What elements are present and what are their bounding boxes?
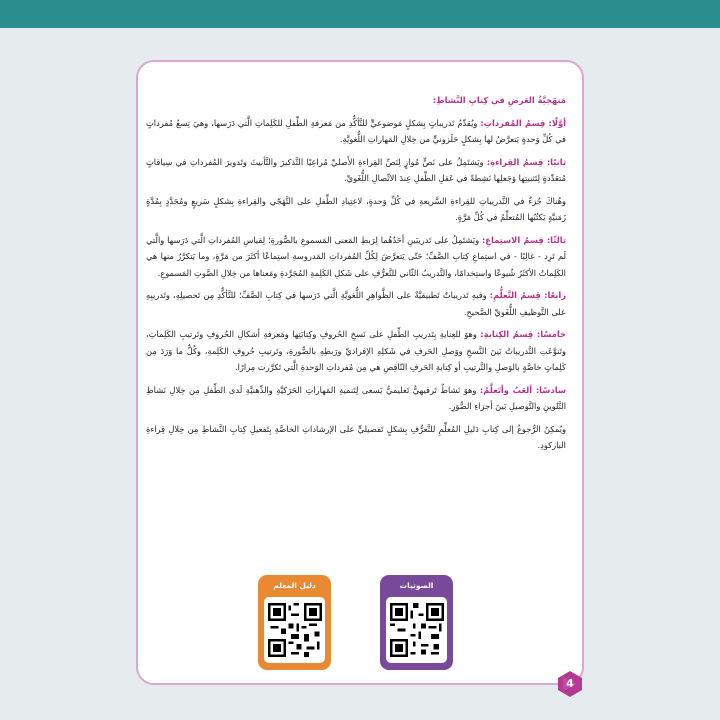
section-label: رابعًا: قِسمُ التَّعلُّمِ:	[489, 290, 566, 300]
section-label: ثالثًا: قِسمُ الاستِماعِ:	[481, 234, 567, 245]
section-reference-note	[146, 421, 566, 454]
section-text: وهوَ نَشاطٌ تَرفيهيٌّ تَعليميٌّ يَسعى لِتَنميةِ المَهاراتِ الحَرَكيَّةِ والذِّهنيَّةِ لَدى الطِّفلِ مِن خِلالِ نَشاطِ التَّلوينِ والتَّوصيلِ بَينَ أجزاءِ الصُّوَرِ.	[146, 384, 566, 411]
qr-code-icon[interactable]	[386, 597, 447, 663]
section-text: وهُناكَ جُزءٌ في التَّدريباتِ للقِراءةِ السَّريعةِ في كُلِّ وَحدةٍ، لاعتِيادِ الطِّفلِ على التَّهَجّي والقِراءةِ بِشكلٍ سَريعٍ ومُحَدَّدٍ بِمُدَّةٍ زَمَنيَّةٍ يَكتُبُها المُتعلِّمُ في كُلِّ مَرَّةٍ.	[146, 195, 566, 222]
section-heading: مَنهَجيَّةُ العَرضِ في كِتابِ النَّشاطِ:	[432, 95, 566, 105]
section-label: سادسًا: ألعَبُ وأتَعلَّمُ:	[479, 384, 566, 395]
section-text: ويُقدِّمُ تَدريباتٍ بِشكلٍ مَوضوعيٍّ للتَّأكُّدِ من مَعرفةِ الطِّفلِ للكَلِماتِ الَّتي دَرَسها، وهيَ تِسعُ مُفرداتٍ في كُلِّ وَحدةٍ يَتعرَّضُ لها بِشكلٍ حَلَزونيٍّ من خِلالِ المَهاراتِ اللُّغويَّةِ.	[146, 117, 566, 144]
page-number: 4	[566, 677, 574, 690]
teacher-guide-label: دليل المعلم	[273, 581, 316, 590]
phonics-qr-card[interactable]	[380, 575, 453, 670]
section-learning	[146, 287, 566, 320]
section-text: ويُمكِنُ الرُّجوعُ إلى كِتابِ دَليلِ المُعلِّمِ للتَّعرُّفِ بِشكلٍ تَفصيليٍّ على الإرشاداتِ الخاصَّةِ بِتَفعيلِ كِتابِ النَّشاطِ مِن خِلالِ قِراءةِ الباركودِ.	[146, 423, 566, 450]
section-label: ثانيًا: قِسمُ القِراءةِ:	[486, 156, 566, 167]
section-writing	[146, 326, 566, 376]
phonics-label: الصوتيات	[399, 581, 434, 590]
section-text: وهوَ للعِنايةِ بِتَدريبِ الطِّفلِ على نَسخِ الحُروفِ وكِتابَتِها ومَعرفةِ أشكالِ الحُروفِ وتَرتيبِ الكَلِماتِ، وتَنوَّعَتِ التَّدريباتُ بَينَ النَّسخِ ووَصلِ الحَرفِ في شَكلِهِ الإفراديِّ ورَبطِهِ بالصُّورةِ، وتَرتيبِ حُروفِ الكَلِمةِ، وكُلُّ ما وَرَدَ مِن كَلِماتٍ خاصَّةٍ بالوَصلِ والتَّرتيبِ أو كِتابةِ الحَرفِ النّاقِصِ هي مِن مُفرداتِ الوَحدةِ الَّتي تَكرَّرت مِرارًا.	[146, 329, 566, 372]
top-bar	[0, 0, 720, 28]
section-listening	[146, 232, 566, 282]
section-label: أوَّلًا: قِسمُ المُفرداتِ:	[480, 117, 567, 128]
section-text: ويَشتَمِلُ على تَدريبَينِ أحَدُهُما لِرَبطِ المَعنى المَسموعِ بالصُّورةِ؛ لِقياسِ المُفرداتِ الَّتي دَرَسها والَّتي لَم تَرِد - غالِبًا - في استِماعِ كِتابِ الصَّفِّ؛ حَتّى يَتعرَّضَ لِكُلِّ المُفرداتِ المَدروسةِ استِماعًا أكثَرَ من مَرَّةٍ، وما يَتكرَّرُ منها هي الكَلِماتُ الأكثَرُ شُيوعًا واستِخدامًا، والتَّدريبُ الثّاني للتَّعرُّفِ على شَكلِ الكَلِمةِ المُجَرَّدةِ ومَعناها من خِلالِ الصَّوتِ المَسموعِ.	[146, 234, 566, 278]
section-vocabulary	[146, 115, 566, 148]
section-text: ويَشتَمِلُ على نَصٍّ مُوازٍ لِنَصِّ القِراءةِ الأَصليِّ مُراعِيًا التَّذكيرَ والتَّأنيثَ وتَدويرَ المُفرداتِ في سِياقاتٍ مُتعَدِّدةٍ لِتَثبيتِها وَجَعلِها نَشِطةً في عَقلِ الطِّفلِ عِندَ الاتِّصالِ اللُّغَويِّ.	[146, 156, 566, 183]
section-reading	[146, 154, 566, 187]
document-content	[146, 92, 566, 460]
page-number-badge	[555, 669, 585, 699]
section-reading-extra	[146, 193, 566, 226]
section-label: خامسًا: قِسمُ الكِتابةِ:	[480, 329, 566, 339]
teacher-guide-qr-card[interactable]	[258, 575, 331, 670]
section-text: وفيهِ تَدريباتٌ تَطبيقيَّةٌ على الظَّواهِرِ اللُّغويَّةِ الَّتي دَرَسها في كِتابِ الصَّفِّ؛ للتَّأكُّدِ مِن تَحصيلِهِ، وتَدريبِهِ على التَّوظيفِ اللُّغَويِّ الصَّحيحِ.	[146, 290, 566, 317]
qr-code-icon[interactable]	[264, 597, 325, 663]
section-play-learn	[146, 382, 566, 415]
